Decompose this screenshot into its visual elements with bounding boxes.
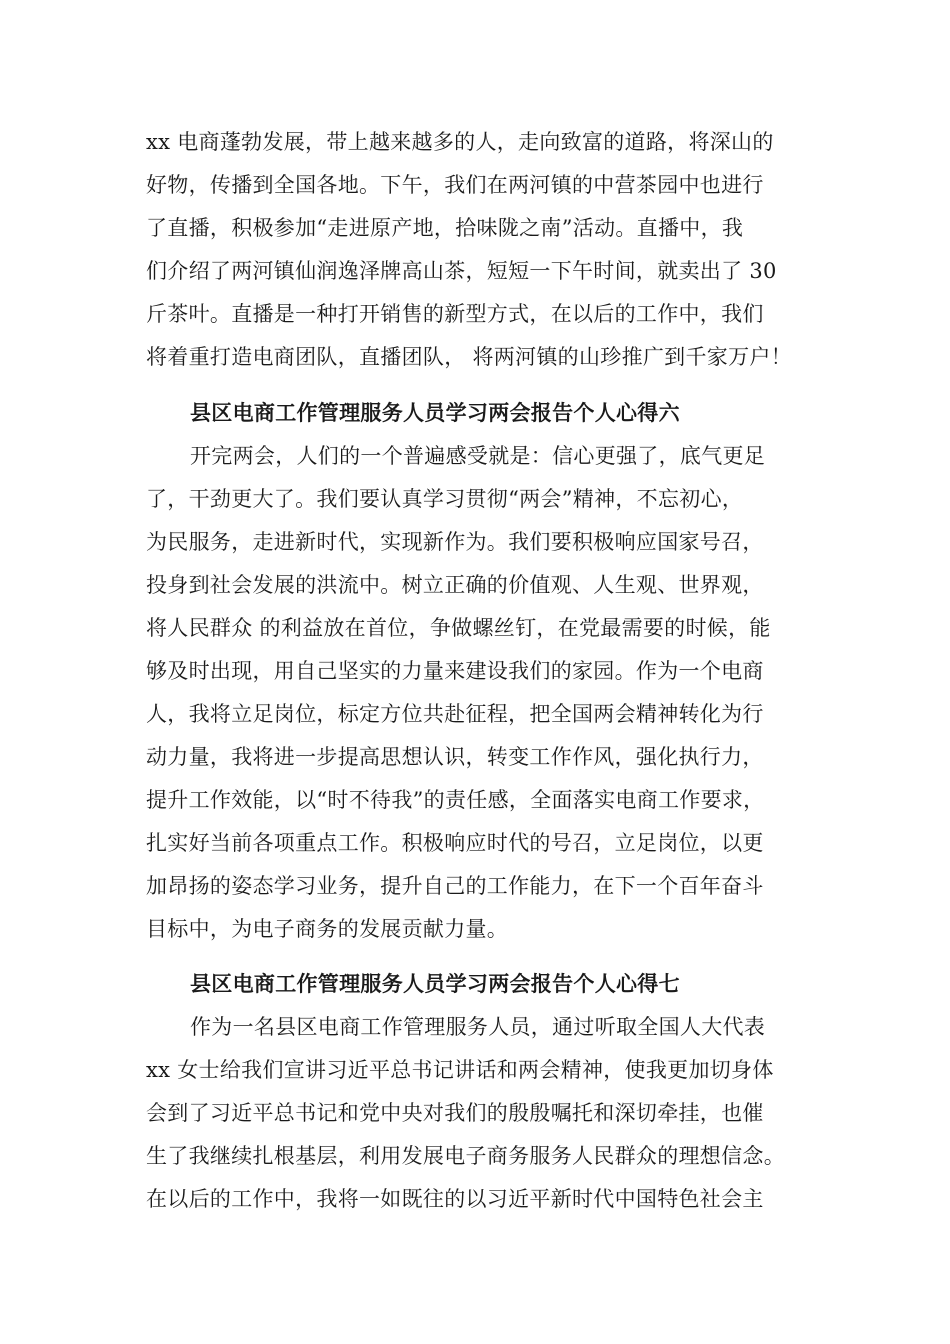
paragraph-line: 开完两会，人们的一个普遍感受就是：信心更强了，底气更足: [190, 444, 766, 468]
paragraph-line: 人，我将立足岗位，标定方位共赴征程，把全国两会精神转化为行: [146, 702, 764, 726]
paragraph-line: 在以后的工作中，我将一如既往的以习近平新时代中国特色社会主: [146, 1187, 764, 1211]
paragraph-line: 将人民群众 的利益放在首位，争做螺丝钉，在党最需要的时候，能: [146, 616, 771, 640]
paragraph-line: 了，干劲更大了。我们要认真学习贯彻“两会”精神，不忘初心，: [146, 487, 744, 511]
paragraph-line: 为民服务，走进新时代，实现新作为。我们要积极响应国家号召，: [146, 530, 764, 554]
paragraph-line: 生了我继续扎根基层，利用发展电子商务服务人民群众的理想信念。: [146, 1144, 785, 1168]
paragraph-line: 目标中，为电子商务的发展贡献力量。: [146, 917, 509, 941]
paragraph-line: 好物，传播到全国各地。下午，我们在两河镇的中营茶园中也进行: [146, 173, 764, 197]
paragraph-line: 们介绍了两河镇仙润逸泽牌高山茶，短短一下午时间，就卖出了 30: [146, 259, 777, 283]
paragraph-line: 会到了习近平总书记和党中央对我们的殷殷嘱托和深切牵挂，也催: [146, 1101, 764, 1125]
section-heading: 县区电商工作管理服务人员学习两会报告个人心得六: [190, 401, 680, 425]
paragraph-line: 动力量，我将进一步提高思想认识，转变工作作风，强化执行力，: [146, 745, 764, 769]
paragraph-line: 斤茶叶。直播是一种打开销售的新型方式，在以后的工作中，我们: [146, 302, 764, 326]
paragraph-line: xx 电商蓬勃发展，带上越来越多的人，走向致富的道路，将深山的: [146, 130, 774, 154]
paragraph-line: xx 女士给我们宣讲习近平总书记讲话和两会精神，使我更加切身体: [146, 1058, 774, 1082]
paragraph-line: 够及时出现，用自己坚实的力量来建设我们的家园。作为一个电商: [146, 659, 764, 683]
paragraph-line: 投身到社会发展的洪流中。树立正确的价值观、人生观、世界观，: [146, 573, 764, 597]
section-heading: 县区电商工作管理服务人员学习两会报告个人心得七: [190, 972, 680, 996]
paragraph-line: 作为一名县区电商工作管理服务人员，通过听取全国人大代表: [190, 1015, 766, 1039]
paragraph-line: 提升工作效能，以“时不待我”的责任感，全面落实电商工作要求，: [146, 788, 765, 812]
paragraph-line: 加昂扬的姿态学习业务，提升自己的工作能力，在下一个百年奋斗: [146, 874, 764, 898]
paragraph-line: 将着重打造电商团队，直播团队， 将两河镇的山珍推广到千家万户！: [146, 345, 792, 369]
paragraph-line: 了直播，积极参加“走进原产地，拾味陇之南”活动。直播中，我: [146, 216, 744, 240]
paragraph-line: 扎实好当前各项重点工作。积极响应时代的号召，立足岗位，以更: [146, 831, 764, 855]
